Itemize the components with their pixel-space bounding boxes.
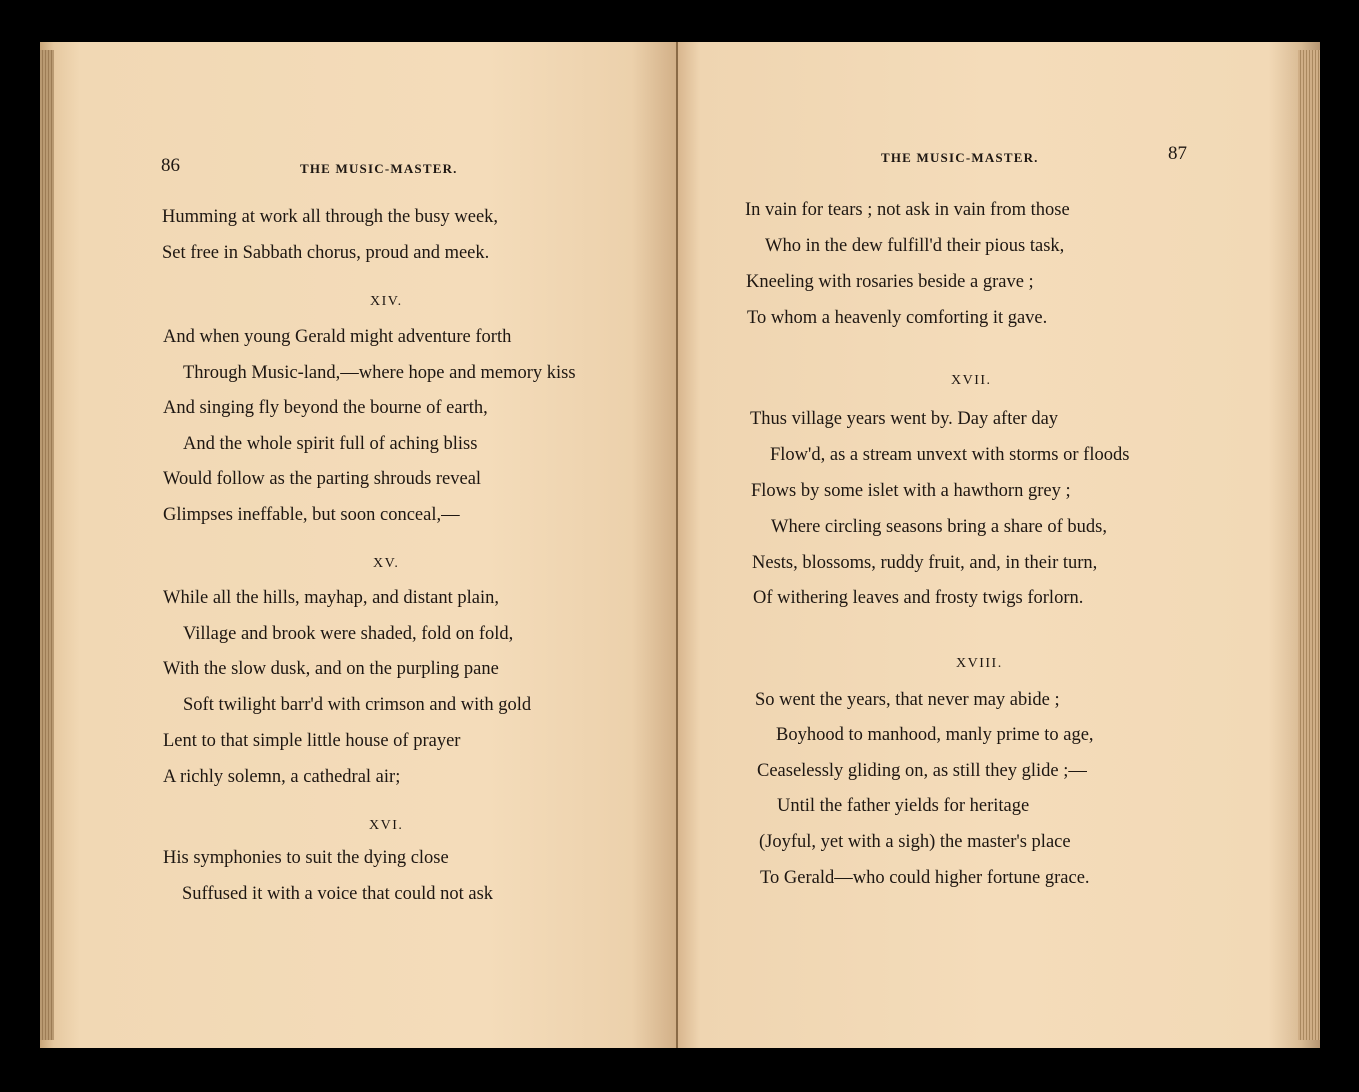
verse-line: To whom a heavenly comforting it gave. <box>747 308 1048 328</box>
verse-line: Thus village years went by. Day after day <box>750 409 1059 429</box>
verse-line: Boyhood to manhood, manly prime to age, <box>776 725 1094 745</box>
verse-line: And singing fly beyond the bourne of earth, <box>163 398 488 418</box>
stanza-numeral: XVI. <box>369 818 404 833</box>
page-edges-left <box>40 50 54 1040</box>
verse-line: A richly solemn, a cathedral air; <box>163 767 401 787</box>
verse-line: Soft twilight barr'd with crimson and with gold <box>183 695 532 715</box>
verse-line: In vain for tears ; not ask in vain from those <box>745 200 1070 220</box>
right-page <box>678 42 1320 1048</box>
verse-line: Kneeling with rosaries beside a grave ; <box>746 272 1034 292</box>
stanza-numeral: XIV. <box>370 294 403 309</box>
verse-line: So went the years, that never may abide ; <box>755 690 1060 710</box>
running-head-right: THE MUSIC-MASTER. <box>881 150 1039 165</box>
verse-line: Of withering leaves and frosty twigs forlorn. <box>753 588 1084 608</box>
left-page <box>40 42 678 1048</box>
verse-line: Who in the dew fulfill'd their pious task, <box>765 236 1065 256</box>
verse-line: Through Music-land,—where hope and memory kiss <box>183 363 576 383</box>
verse-line: Nests, blossoms, ruddy fruit, and, in their turn, <box>752 553 1098 573</box>
verse-line: Until the father yields for heritage <box>777 796 1030 816</box>
verse-line: Suffused it with a voice that could not ask <box>182 884 494 904</box>
page-number-left: 86 <box>161 155 180 176</box>
running-head-left: THE MUSIC-MASTER. <box>300 161 458 176</box>
stanza-numeral: XV. <box>373 556 400 571</box>
verse-line: His symphonies to suit the dying close <box>163 848 449 868</box>
verse-line: Set free in Sabbath chorus, proud and meek. <box>162 243 490 263</box>
verse-line: While all the hills, mayhap, and distant plain, <box>163 588 500 608</box>
verse-line: Lent to that simple little house of prayer <box>163 731 461 751</box>
page-number-right: 87 <box>1168 143 1187 164</box>
verse-line: Flows by some islet with a hawthorn grey ; <box>751 481 1071 501</box>
verse-line: Humming at work all through the busy week, <box>162 207 499 227</box>
verse-line: And when young Gerald might adventure forth <box>163 327 512 347</box>
verse-line: Flow'd, as a stream unvext with storms or floods <box>770 445 1130 465</box>
verse-line: Where circling seasons bring a share of buds, <box>771 517 1107 537</box>
open-book <box>40 42 1320 1048</box>
verse-line: (Joyful, yet with a sigh) the master's place <box>759 832 1071 852</box>
page-edges-right <box>1298 50 1320 1040</box>
verse-line: Glimpses ineffable, but soon conceal,— <box>163 505 460 525</box>
verse-line: Would follow as the parting shrouds reveal <box>163 469 482 489</box>
stanza-numeral: XVIII. <box>956 656 1003 671</box>
stanza-numeral: XVII. <box>951 373 992 388</box>
verse-line: To Gerald—who could higher fortune grace. <box>760 868 1090 888</box>
verse-line: Village and brook were shaded, fold on fold, <box>183 624 514 644</box>
verse-line: Ceaselessly gliding on, as still they glide ;— <box>757 761 1087 781</box>
verse-line: And the whole spirit full of aching bliss <box>183 434 478 454</box>
verse-line: With the slow dusk, and on the purpling pane <box>163 659 499 679</box>
